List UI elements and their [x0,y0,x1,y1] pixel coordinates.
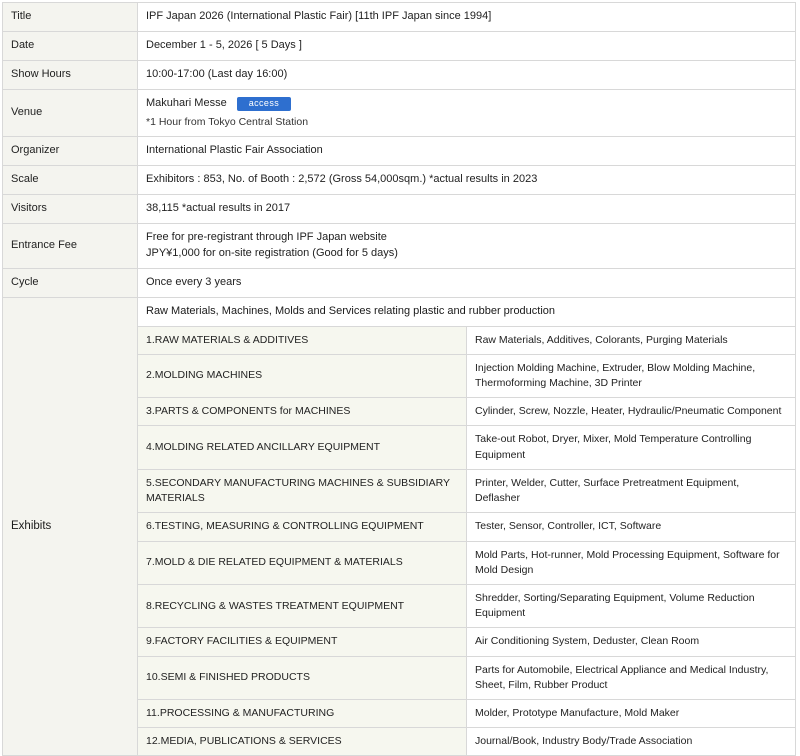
venue-line [146,96,787,112]
row-value-entrance-fee [138,223,796,268]
table-row [3,31,796,60]
fair-info-table [2,2,796,756]
row-label-title: Title [3,3,138,32]
table-row [3,60,796,89]
exhibit-items-12: Journal/Book, Industry Body/Trade Association [467,728,796,756]
exhibit-category-8: 8.RECYCLING & WASTES TREATMENT EQUIPMENT [138,584,467,627]
exhibit-items-4: Take-out Robot, Dryer, Mixer, Mold Temperature Controlling Equipment [467,426,796,469]
row-value-scale: Exhibitors : 853, No. of Booth : 2,572 (Gross 54,000sqm.) *actual results in 2023 [138,165,796,194]
exhibit-items-8: Shredder, Sorting/Separating Equipment, Volume Reduction Equipment [467,584,796,627]
table-row [3,268,796,297]
exhibit-category-12: 12.MEDIA, PUBLICATIONS & SERVICES [138,728,467,756]
access-button[interactable]: access [237,97,291,111]
exhibit-category-9: 9.FACTORY FACILITIES & EQUIPMENT [138,628,467,656]
row-value-organizer: International Plastic Fair Association [138,136,796,165]
exhibit-items-9: Air Conditioning System, Deduster, Clean Room [467,628,796,656]
exhibit-category-2: 2.MOLDING MACHINES [138,354,467,397]
table-row [3,223,796,268]
exhibit-category-6: 6.TESTING, MEASURING & CONTROLLING EQUIPMENT [138,513,467,541]
exhibit-items-10: Parts for Automobile, Electrical Appliance and Medical Industry, Sheet, Film, Rubber Product [467,656,796,699]
table-row [3,89,796,136]
venue-name: Makuhari Messe [146,96,227,109]
exhibit-items-5: Printer, Welder, Cutter, Surface Pretreatment Equipment, Deflasher [467,469,796,512]
exhibit-items-6: Tester, Sensor, Controller, ICT, Software [467,513,796,541]
exhibits-intro: Raw Materials, Machines, Molds and Services relating plastic and rubber production [138,297,796,326]
row-value-visitors: 38,115 *actual results in 2017 [138,194,796,223]
row-value-venue [138,89,796,136]
table-row [3,194,796,223]
exhibit-category-5: 5.SECONDARY MANUFACTURING MACHINES & SUBSIDIARY MATERIALS [138,469,467,512]
exhibit-category-1: 1.RAW MATERIALS & ADDITIVES [138,326,467,354]
row-label-organizer: Organizer [3,136,138,165]
exhibit-items-2: Injection Molding Machine, Extruder, Blow Molding Machine, Thermoforming Machine, 3D Printer [467,354,796,397]
table-row [3,165,796,194]
exhibit-category-7: 7.MOLD & DIE RELATED EQUIPMENT & MATERIALS [138,541,467,584]
row-label-exhibits: Exhibits [3,297,138,756]
exhibit-items-11: Molder, Prototype Manufacture, Mold Maker [467,700,796,728]
exhibit-items-1: Raw Materials, Additives, Colorants, Purging Materials [467,326,796,354]
table-row [3,136,796,165]
entrance-fee-line-1: Free for pre-registrant through IPF Japan website [146,230,387,243]
row-label-scale: Scale [3,165,138,194]
row-label-venue: Venue [3,89,138,136]
exhibit-items-3: Cylinder, Screw, Nozzle, Heater, Hydraulic/Pneumatic Component [467,398,796,426]
row-label-cycle: Cycle [3,268,138,297]
entrance-fee-line-2: JPY¥1,000 for on-site registration (Good for 5 days) [146,246,398,259]
exhibit-category-10: 10.SEMI & FINISHED PRODUCTS [138,656,467,699]
row-label-entrance-fee: Entrance Fee [3,223,138,268]
table-row [3,3,796,32]
row-value-show-hours: 10:00-17:00 (Last day 16:00) [138,60,796,89]
row-value-cycle: Once every 3 years [138,268,796,297]
exhibit-category-11: 11.PROCESSING & MANUFACTURING [138,700,467,728]
row-label-date: Date [3,31,138,60]
exhibit-category-3: 3.PARTS & COMPONENTS for MACHINES [138,398,467,426]
row-value-title: IPF Japan 2026 (International Plastic Fair) [11th IPF Japan since 1994] [138,3,796,32]
row-value-date: December 1 - 5, 2026 [ 5 Days ] [138,31,796,60]
table-row-exhibits-intro [3,297,796,326]
exhibit-category-4: 4.MOLDING RELATED ANCILLARY EQUIPMENT [138,426,467,469]
row-label-show-hours: Show Hours [3,60,138,89]
row-label-visitors: Visitors [3,194,138,223]
exhibit-items-7: Mold Parts, Hot-runner, Mold Processing Equipment, Software for Mold Design [467,541,796,584]
venue-note: *1 Hour from Tokyo Central Station [146,115,309,128]
